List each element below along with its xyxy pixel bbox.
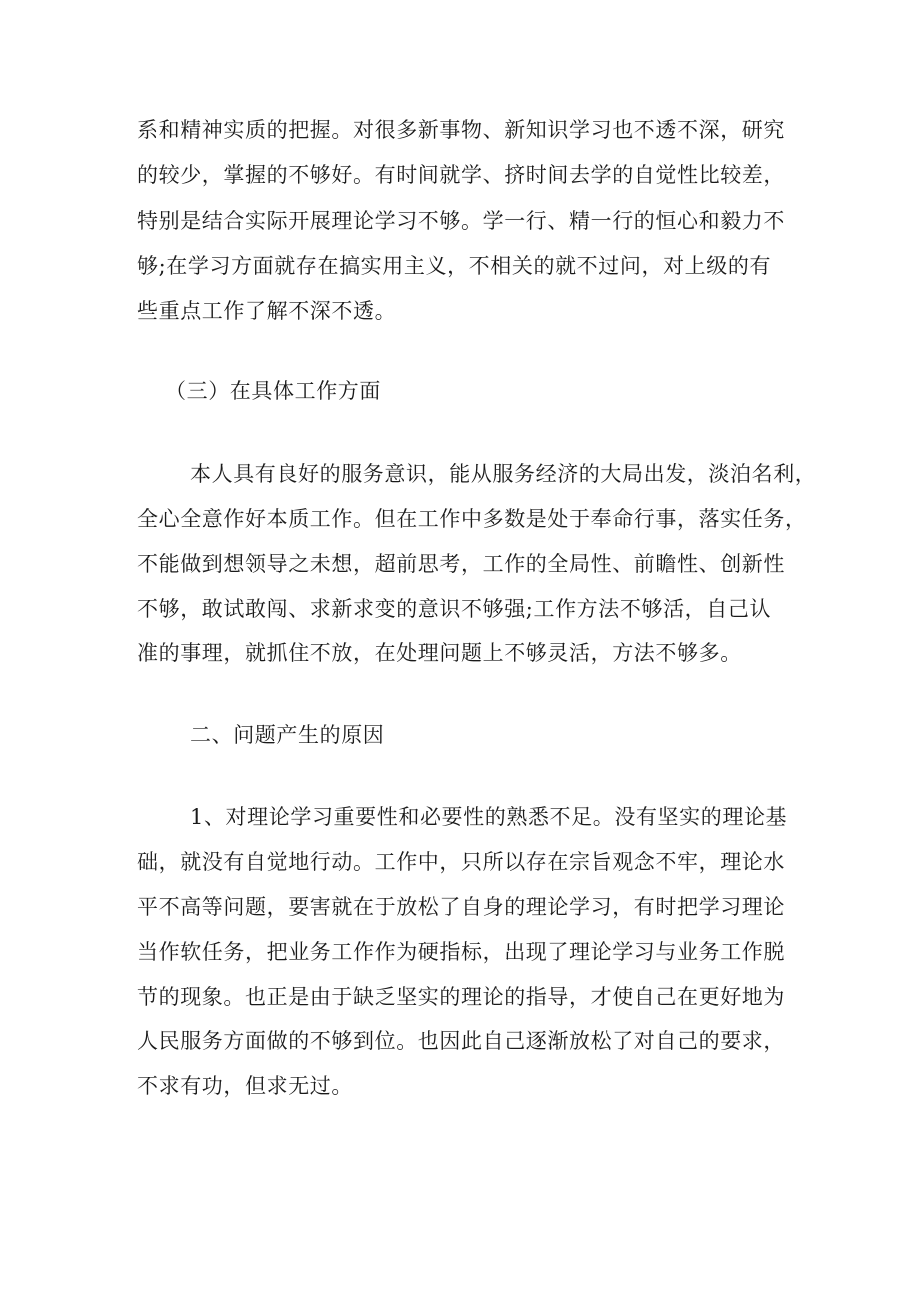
paragraph-1-line-2: 的较少，掌握的不够好。有时间就学、挤时间去学的自觉性比较差， <box>137 163 785 187</box>
paragraph-2-line-2: 全心全意作好本质工作。但在工作中多数是处于奉命行事，落实任务， <box>137 507 807 531</box>
paragraph-1-line-4: 够;在学习方面就存在搞实用主义，不相关的就不过问，对上级的有 <box>137 254 772 278</box>
paragraph-2-line-4: 不够，敢试敢闯、求新求变的意识不够强;工作方法不够活，自己认 <box>137 597 772 621</box>
section-heading-two: 二、问题产生的原因 <box>190 723 385 747</box>
paragraph-2-line-3: 不能做到想领导之未想，超前思考，工作的全局性、前瞻性、创新性 <box>137 552 785 576</box>
paragraph-1-line-5: 些重点工作了解不深不透。 <box>137 299 397 323</box>
paragraph-3-line-7: 不求有功，但求无过。 <box>137 1074 353 1098</box>
paragraph-3-line-3: 平不高等问题，要害就在于放松了自身的理论学习，有时把学习理论 <box>137 895 785 919</box>
paragraph-3-line-4: 当作软任务，把业务工作作为硬指标，出现了理论学习与业务工作脱 <box>137 940 785 964</box>
paragraph-3-line-6: 人民服务方面做的不够到位。也因此自己逐渐放松了对自己的要求， <box>137 1029 785 1053</box>
paragraph-3-line-1: 1、对理论学习重要性和必要性的熟悉不足。没有坚实的理论基 <box>190 805 788 829</box>
paragraph-2-line-5: 准的事理，就抓住不放，在处理问题上不够灵活，方法不够多。 <box>137 641 742 665</box>
paragraph-3-line-5: 节的现象。也正是由于缺乏坚实的理论的指导，才使自己在更好地为 <box>137 985 785 1009</box>
section-heading-3: （三）在具体工作方面 <box>165 379 381 403</box>
paragraph-2-line-1: 本人具有良好的服务意识，能从服务经济的大局出发，淡泊名利， <box>190 462 817 486</box>
paragraph-3-line-2: 础，就没有自觉地行动。工作中，只所以存在宗旨观念不牢，理论水 <box>137 850 785 874</box>
paragraph-1-line-1: 系和精神实质的把握。对很多新事物、新知识学习也不透不深，研究 <box>137 118 785 142</box>
paragraph-1-line-3: 特别是结合实际开展理论学习不够。学一行、精一行的恒心和毅力不 <box>137 209 785 233</box>
